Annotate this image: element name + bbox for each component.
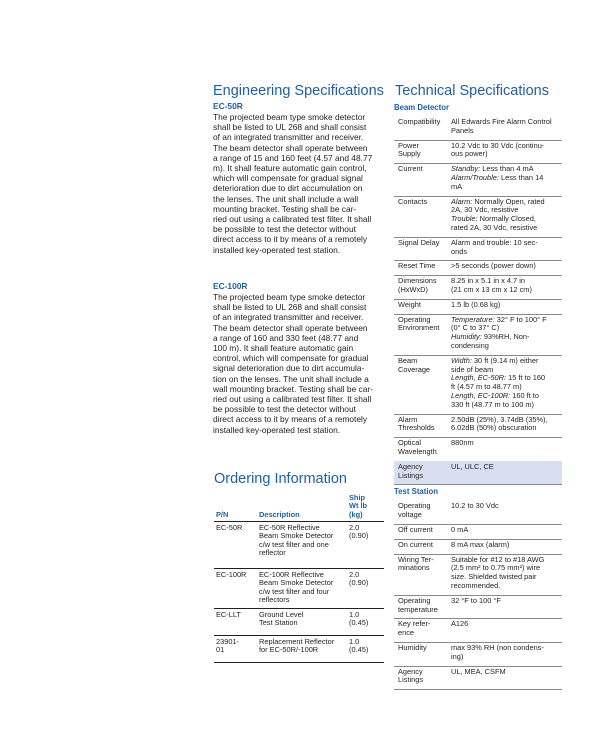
spec-value-text: Suitable for #12 to #18 AWG	[451, 554, 545, 564]
ordering-pn-line: EC-100R	[216, 570, 247, 579]
spec-label-line: Weight	[398, 299, 421, 309]
paragraph-line: The beam detector shall operate between	[213, 322, 368, 333]
spec-value	[451, 198, 561, 233]
spec-value-line	[451, 526, 561, 535]
spec-row	[394, 666, 562, 691]
spec-row	[394, 539, 562, 555]
spec-row	[394, 260, 562, 276]
spec-value-line	[451, 224, 561, 233]
spec-label	[398, 301, 448, 310]
ordering-weight-line: 2.0	[349, 570, 360, 579]
spec-row	[394, 140, 562, 165]
spec-value-line	[451, 174, 561, 183]
spec-label-line: Operating	[398, 595, 431, 605]
spec-value	[451, 526, 561, 535]
paragraph-line: of an integrated transmitter and receiver.	[213, 132, 364, 143]
ordering-pn-line: 01	[216, 645, 225, 655]
ordering-table-header	[214, 493, 384, 522]
spec-label	[398, 541, 448, 550]
spec-value	[451, 556, 561, 591]
ordering-pn	[216, 571, 254, 579]
spec-label-line: ence	[398, 628, 415, 638]
spec-label-line: voltage	[398, 510, 422, 520]
spec-value-line	[451, 668, 561, 677]
spec-value-text: 93%RH, Non-	[481, 332, 530, 342]
ordering-description-line: Beam Smoke Detector	[259, 531, 334, 541]
spec-value-text: 32° F to 100° F	[494, 314, 547, 324]
spec-value-line	[451, 463, 561, 472]
ordering-weight-line: (0.45)	[349, 618, 369, 628]
spec-label-line: Signal Delay	[398, 237, 440, 247]
ordering-pn	[216, 524, 254, 532]
spec-label-line: Operating	[398, 314, 431, 324]
spec-label	[398, 620, 448, 638]
spec-label	[398, 439, 448, 457]
spec-value-text: ous power)	[451, 149, 488, 159]
ordering-description-line: Test Station	[259, 618, 298, 628]
spec-label	[398, 239, 448, 248]
spec-label	[398, 644, 448, 653]
spec-value-line	[451, 653, 561, 662]
paragraph-line: 100 m). It shall feature automatic gain	[213, 343, 354, 354]
ordering-pn-line: 23901-	[216, 637, 240, 646]
spec-value-text: Normally Closed,	[477, 214, 536, 224]
spec-value-line	[451, 597, 561, 606]
test-station-heading: Test Station	[394, 487, 439, 497]
spec-label-line: Current	[398, 164, 423, 174]
spec-value-text: 10.2 to 30 Vdc	[451, 501, 499, 511]
ordering-weight-line: 1.0	[349, 637, 360, 646]
header-ship-weight	[349, 494, 384, 519]
spec-label	[398, 118, 448, 127]
spec-row	[394, 314, 562, 356]
spec-value-text: (2.5 mm² to 0.75 mm²) wire	[451, 563, 541, 573]
paragraph-line: installed key-operated test station.	[213, 244, 341, 255]
spec-value-text: mA	[451, 181, 463, 191]
spec-value-text: side of beam	[451, 364, 494, 374]
spec-value-emphasis: Length, EC-50R:	[451, 373, 507, 383]
ordering-description-line: EC-100R Reflective	[259, 570, 324, 579]
spec-value-text: max 93% RH (non condens-	[451, 643, 544, 652]
spec-value	[451, 668, 561, 677]
spec-label-line: Operating	[398, 501, 431, 511]
spec-row	[394, 355, 562, 415]
spec-value-text: size. Shielded twisted pair	[451, 572, 537, 582]
spec-value-emphasis: Length, EC-100R:	[451, 390, 511, 400]
spec-value	[451, 239, 561, 257]
spec-value	[451, 439, 561, 448]
spec-label	[398, 357, 448, 375]
paragraph-line: tion on the lenses. The unit shall include a	[213, 373, 369, 384]
paragraph-line: mounting bracket. Testing shall be car-	[213, 203, 357, 214]
spec-value-line	[451, 424, 561, 433]
spec-label	[398, 463, 448, 481]
spec-label	[398, 198, 448, 207]
spec-label-line: Power	[398, 140, 419, 150]
ordering-title: Ordering Information	[214, 471, 347, 487]
spec-row	[394, 500, 562, 525]
ordering-weight-line: (0.45)	[349, 645, 369, 655]
spec-label-line: Off current	[398, 525, 433, 534]
ordering-row	[214, 521, 384, 569]
spec-value-line	[451, 502, 561, 511]
spec-value-text: A126	[451, 619, 469, 629]
ordering-description-line: Replacement Reflector	[259, 637, 335, 646]
beam-detector-heading: Beam Detector	[394, 103, 450, 112]
spec-value	[451, 277, 561, 295]
spec-label-line: (HxWxD)	[398, 284, 428, 294]
ordering-row	[214, 568, 384, 609]
spec-value-line	[451, 150, 561, 159]
spec-value-text: All Edwards Fire Alarm Control	[451, 117, 552, 126]
paragraph-line: m). It shall feature automatic gain control,	[213, 163, 367, 174]
paragraph-line: The projected beam type smoke detector	[213, 292, 366, 302]
ordering-pn	[216, 611, 254, 619]
spec-label-line: Wavelength	[398, 446, 437, 456]
ordering-description-line: Ground Level	[259, 610, 304, 619]
ordering-description-line: c/w test filter and one	[259, 539, 329, 549]
spec-label-line: Coverage	[398, 364, 431, 374]
ordering-weight-line: 2.0	[349, 523, 360, 532]
paragraph-line: installed key-operated test station.	[213, 424, 341, 435]
paragraph-line: which will compensate for gradual signal	[213, 173, 363, 184]
ordering-weight	[349, 611, 384, 628]
paragraph-line: shall be listed to UL 268 and shall consist	[213, 122, 367, 133]
spec-row	[394, 461, 562, 486]
paragraph-line: of an integrated transmitter and receiver.	[213, 312, 364, 323]
spec-value-line	[451, 183, 561, 192]
spec-label-line: Wiring Ter-	[398, 554, 434, 564]
spec-label-line: Agency	[398, 461, 423, 471]
spec-value	[451, 142, 561, 160]
spec-label-line: Supply	[398, 149, 421, 159]
paragraph-line: a range of 15 and 160 feet (4.57 and 48.77	[213, 152, 373, 163]
spec-value	[451, 262, 561, 271]
paragraph-line: direct access to it by means of a remotely	[213, 234, 368, 245]
spec-value-emphasis: Width:	[451, 355, 472, 365]
spec-value-text: 2.50dB (25%), 3.74dB (35%),	[451, 414, 548, 424]
paragraph-line: shall be listed to UL 268 and shall consist	[213, 302, 367, 313]
spec-row	[394, 116, 562, 141]
header-description: Description	[259, 509, 300, 519]
paragraph-line: the lenses. The unit shall include a wall	[213, 193, 359, 204]
spec-value-line	[451, 582, 561, 591]
spec-value-emphasis: Trouble:	[451, 214, 478, 224]
spec-value-text: Less than 14	[498, 172, 544, 182]
spec-label	[398, 416, 448, 434]
ordering-weight	[349, 524, 384, 541]
spec-value	[451, 620, 561, 629]
spec-value-text: UL, ULC, CE	[451, 461, 494, 471]
spec-value-line	[451, 262, 561, 271]
ordering-weight-line: (0.90)	[349, 578, 369, 588]
spec-row	[394, 275, 562, 300]
spec-label-line: On current	[398, 539, 433, 549]
spec-value	[451, 357, 561, 410]
spec-value-line	[451, 127, 561, 136]
engineering-title: Engineering Specifications	[213, 83, 384, 99]
spec-value-emphasis: Standby:	[451, 164, 481, 174]
spec-value	[451, 644, 561, 662]
spec-value	[451, 416, 561, 434]
header-ship-line3: (kg)	[349, 509, 363, 519]
spec-row	[394, 524, 562, 540]
spec-value-emphasis: Alarm/Trouble:	[451, 172, 499, 182]
spec-value-line	[451, 620, 561, 629]
spec-row	[394, 618, 562, 643]
spec-label-line: Dimensions	[398, 276, 437, 286]
spec-value-text: 8.25 in x 5.1 in x 4.7 in	[451, 276, 525, 286]
paragraph-line: The projected beam type smoke detector	[213, 112, 366, 122]
ordering-description	[259, 571, 344, 605]
spec-value-text: 1.5 lb (0.68 kg)	[451, 299, 501, 309]
paragraph-line: control, which will compensate for gradual	[213, 353, 369, 364]
ordering-description	[259, 524, 344, 558]
ordering-row	[214, 608, 384, 636]
spec-value-text: 330 ft (48.77 m to 100 m)	[451, 399, 534, 409]
spec-row	[394, 414, 562, 439]
spec-row	[394, 163, 562, 196]
spec-label	[398, 597, 448, 615]
ec100r-heading: EC-100R	[213, 281, 248, 291]
spec-value-text: recommended.	[451, 580, 501, 590]
spec-value-line	[451, 401, 561, 410]
spec-value-text: (0° C to 37° C)	[451, 323, 500, 333]
spec-value-text: 0 mA	[451, 525, 469, 534]
spec-value-line	[451, 248, 561, 257]
ordering-weight	[349, 638, 384, 655]
spec-label-line: Beam	[398, 355, 418, 365]
spec-label	[398, 502, 448, 520]
spec-label-line: temperature	[398, 604, 438, 614]
spec-label-line: Reset Time	[398, 261, 436, 271]
spec-label-line: Key refer-	[398, 619, 431, 629]
spec-row	[394, 299, 562, 315]
paragraph-line: be possible to test the detector without	[213, 404, 356, 415]
spec-value-text: ft (4.57 m to 48.77 m)	[451, 382, 522, 392]
spec-label	[398, 165, 448, 174]
spec-label	[398, 277, 448, 295]
ordering-weight-line: (0.90)	[349, 531, 369, 541]
spec-label-line: Listings	[398, 675, 424, 685]
spec-label-line: Environment	[398, 323, 440, 333]
spec-label	[398, 526, 448, 535]
spec-value-text: Alarm and trouble: 10 sec-	[451, 237, 538, 247]
ordering-description-line: reflector	[259, 548, 286, 558]
spec-label-line: Thresholds	[398, 423, 435, 433]
spec-row	[394, 437, 562, 462]
spec-label	[398, 262, 448, 271]
technical-title: Technical Specifications	[395, 83, 549, 99]
paragraph-line: ried out using a calibrated test filter. It shall	[213, 394, 372, 405]
ordering-description-line: Beam Smoke Detector	[259, 578, 334, 588]
spec-label-line: Alarm	[398, 414, 418, 424]
ec50r-paragraph	[213, 112, 383, 255]
spec-value-text: onds	[451, 246, 468, 256]
spec-row	[394, 554, 562, 596]
spec-value-line	[451, 286, 561, 295]
spec-value-emphasis: Temperature:	[451, 314, 495, 324]
spec-value-text: 880nm	[451, 438, 474, 448]
spec-label-line: Agency	[398, 666, 423, 676]
spec-value	[451, 316, 561, 351]
ordering-description	[259, 638, 344, 655]
spec-label-line: Humidity	[398, 643, 427, 652]
spec-value-line	[451, 541, 561, 550]
ordering-weight	[349, 571, 384, 588]
spec-value-text: Less than 4 mA	[480, 164, 534, 174]
paragraph-line: ried out using a calibrated test filter. It shall	[213, 214, 372, 225]
spec-label-line: Optical	[398, 438, 422, 448]
paragraph-line: direct access to it by means of a remotely	[213, 414, 368, 425]
spec-value-text: condensing	[451, 340, 489, 350]
paragraph-line: be possible to test the detector without	[213, 224, 356, 235]
ordering-pn	[216, 638, 254, 655]
paragraph-line: signal deterioration due to dirt accumula-	[213, 363, 365, 374]
spec-label	[398, 316, 448, 334]
header-pn: P/N	[216, 509, 229, 519]
ordering-description-line: for EC-50R/-100R	[259, 645, 319, 655]
spec-value	[451, 118, 561, 136]
ordering-description-line: EC-50R Reflective	[259, 523, 320, 532]
spec-value-text: 30 ft (9.14 m) either	[471, 355, 539, 365]
spec-value-line	[451, 239, 561, 248]
spec-row	[394, 642, 562, 667]
spec-value-text: 6.02dB (50%) obscuration	[451, 423, 537, 433]
spec-label	[398, 668, 448, 686]
spec-value	[451, 502, 561, 511]
ordering-pn-line: EC-50R	[216, 523, 243, 532]
spec-value-line	[451, 439, 561, 448]
ordering-description-line: c/w test filter and four	[259, 586, 330, 596]
spec-row	[394, 237, 562, 262]
spec-value-text: 2A, 30 Vdc, resistive	[451, 205, 519, 215]
spec-value-text: 15 ft to 160	[506, 373, 546, 383]
spec-value-text: 32 °F to 100 °F	[451, 595, 501, 605]
spec-value-text: >5 seconds (power down)	[451, 261, 536, 271]
spec-value-line	[451, 644, 561, 653]
spec-value-emphasis: Alarm:	[451, 196, 473, 206]
spec-value	[451, 165, 561, 191]
ordering-description-line: reflectors	[259, 595, 290, 605]
paragraph-line: deterioration due to dirt accumulation on	[213, 183, 363, 194]
spec-label-line: Contacts	[398, 196, 428, 206]
spec-label-line: minations	[398, 563, 430, 573]
spec-label-line: Compatibility	[398, 117, 441, 126]
spec-row	[394, 196, 562, 238]
spec-value-text: ing)	[451, 651, 464, 661]
spec-value	[451, 541, 561, 550]
ordering-weight-line: 1.0	[349, 610, 360, 619]
spec-value	[451, 463, 561, 472]
spec-value-text: (21 cm x 13 cm x 12 cm)	[451, 284, 532, 294]
spec-value-text: UL, MEA, CSFM	[451, 666, 506, 676]
ordering-description	[259, 611, 344, 628]
spec-label	[398, 556, 448, 574]
spec-value-line	[451, 301, 561, 310]
ec50r-heading: EC-50R	[213, 101, 243, 111]
ordering-pn-line: EC-LLT	[216, 610, 241, 619]
paragraph-line: a range of 160 and 330 feet (48.77 and	[213, 332, 359, 343]
ordering-row	[214, 635, 384, 663]
spec-value-text: 8 mA max (alarm)	[451, 539, 510, 549]
spec-value-emphasis: Humidity:	[451, 332, 482, 342]
header-ship-line1: Ship	[349, 492, 366, 502]
ec100r-paragraph	[213, 292, 383, 435]
spec-value-line	[451, 342, 561, 351]
spec-value-text: rated 2A, 30 Vdc, resistive	[451, 222, 538, 232]
paragraph-line: The beam detector shall operate between	[213, 142, 368, 153]
spec-value-text: 10.2 Vdc to 30 Vdc (continu-	[451, 140, 545, 150]
spec-label-line: Listings	[398, 470, 424, 480]
spec-value-text: 160 ft to	[510, 390, 539, 400]
spec-row	[394, 595, 562, 620]
spec-value	[451, 301, 561, 310]
paragraph-line: wall mounting bracket. Testing shall be car-	[213, 383, 373, 394]
spec-value-text: Normally Open, rated	[472, 196, 545, 206]
header-ship-line2: Wt lb	[349, 501, 368, 511]
spec-value	[451, 597, 561, 606]
spec-value-text: Panels	[451, 125, 474, 135]
spec-label	[398, 142, 448, 160]
